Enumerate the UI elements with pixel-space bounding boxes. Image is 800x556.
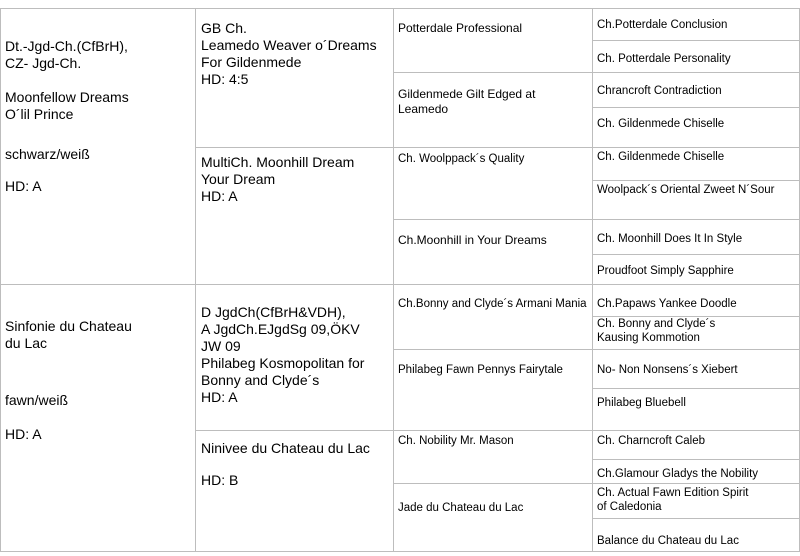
ds-sire-name: Ch.Bonny and Clyde´s Armani Mania xyxy=(398,298,587,310)
sdd-sire: Ch. Moonhill Does It In Style xyxy=(597,233,743,245)
row-divider-gen1 xyxy=(0,284,800,285)
sss-sire: Ch.Potterdale Conclusion xyxy=(597,19,728,31)
sire-hd: HD: A xyxy=(5,178,42,194)
row-divider-gen4-a xyxy=(592,40,800,41)
row-divider-gen3-a xyxy=(393,72,800,73)
dam-color: fawn/weiß xyxy=(5,392,69,408)
dds-dam: Ch.Glamour Gladys the Nobility xyxy=(597,468,759,480)
row-divider-gen3-d xyxy=(393,483,800,484)
row-divider-gen4-f xyxy=(592,388,800,389)
dsd-sire: No- Non Nonsens´s Xiebert xyxy=(597,364,738,376)
sds-dam: Woolpack´s Oriental Zweet N´Sour xyxy=(597,184,775,196)
sire-sire-name: GB Ch. Leamedo Weaver o´Dreams For Gildenmede HD: 4:5 xyxy=(201,20,377,87)
dds-sire: Ch. Charncroft Caleb xyxy=(597,435,706,447)
sds-sire: Ch. Gildenmede Chiselle xyxy=(597,151,725,163)
row-divider-gen4-g xyxy=(592,459,800,460)
dss-dam: Ch. Bonny and Clyde´s Kausing Kommotion xyxy=(597,318,716,344)
sdd-dam: Proudfoot Simply Sapphire xyxy=(597,265,734,277)
row-divider-gen2-b xyxy=(195,430,800,431)
border-top xyxy=(0,8,800,9)
row-divider-gen4-c xyxy=(592,180,800,181)
row-divider-gen3-c xyxy=(393,349,800,350)
dam-sire-name: D JgdCh(CfBrH&VDH), A JgdCh.EJgdSg 09,ÖKV JW 09 Philabeg Kosmopolitan for Bonny and Clyde´s HD: A xyxy=(201,304,365,405)
ds-dam-name: Philabeg Fawn Pennys Fairytale xyxy=(398,364,563,376)
ss-sire-name: Potterdale Professional xyxy=(398,21,523,35)
sire-dam-name: MultiCh. Moonhill Dream Your Dream HD: A xyxy=(201,154,355,204)
ssd-dam: Ch. Gildenmede Chiselle xyxy=(597,118,725,130)
col-divider-3 xyxy=(592,8,593,552)
dss-sire: Ch.Papaws Yankee Doodle xyxy=(597,298,737,310)
row-divider-gen4-h xyxy=(592,518,800,519)
sd-dam-name: Ch.Moonhill in Your Dreams xyxy=(398,233,547,247)
sd-sire-name: Ch. Woolppack´s Quality xyxy=(398,153,525,165)
col-divider-2 xyxy=(393,8,394,552)
ddd-sire: Ch. Actual Fawn Edition Spirit of Caledonia xyxy=(597,487,749,513)
dd-sire-name: Ch. Nobility Mr. Mason xyxy=(398,435,514,447)
sss-dam: Ch. Potterdale Personality xyxy=(597,53,731,65)
dd-dam-name: Jade du Chateau du Lac xyxy=(398,502,524,514)
dam-dam-name: Ninivee du Chateau du Lac xyxy=(201,440,370,456)
border-left xyxy=(0,8,1,552)
ddd-dam: Balance du Chateau du Lac xyxy=(597,535,739,547)
row-divider-gen2-a xyxy=(195,147,800,148)
row-divider-gen3-b xyxy=(393,219,800,220)
ssd-sire: Chrancroft Contradiction xyxy=(597,85,722,97)
sire-color: schwarz/weiß xyxy=(5,146,90,162)
ss-dam-name: Gildenmede Gilt Edged at Leamedo xyxy=(398,87,536,116)
border-bottom xyxy=(0,551,800,552)
sire-name: Dt.-Jgd-Ch.(CfBrH), CZ- Jgd-Ch. Moonfellow Dreams O´lil Prince xyxy=(5,38,129,122)
dam-name: Sinfonie du Chateau du Lac xyxy=(5,318,132,351)
row-divider-gen4-b xyxy=(592,107,800,108)
dam-hd: HD: A xyxy=(5,426,42,442)
col-divider-1 xyxy=(195,8,196,552)
dam-dam-hd: HD: B xyxy=(201,472,239,488)
dsd-dam: Philabeg Bluebell xyxy=(597,397,686,409)
row-divider-gen4-d xyxy=(592,254,800,255)
